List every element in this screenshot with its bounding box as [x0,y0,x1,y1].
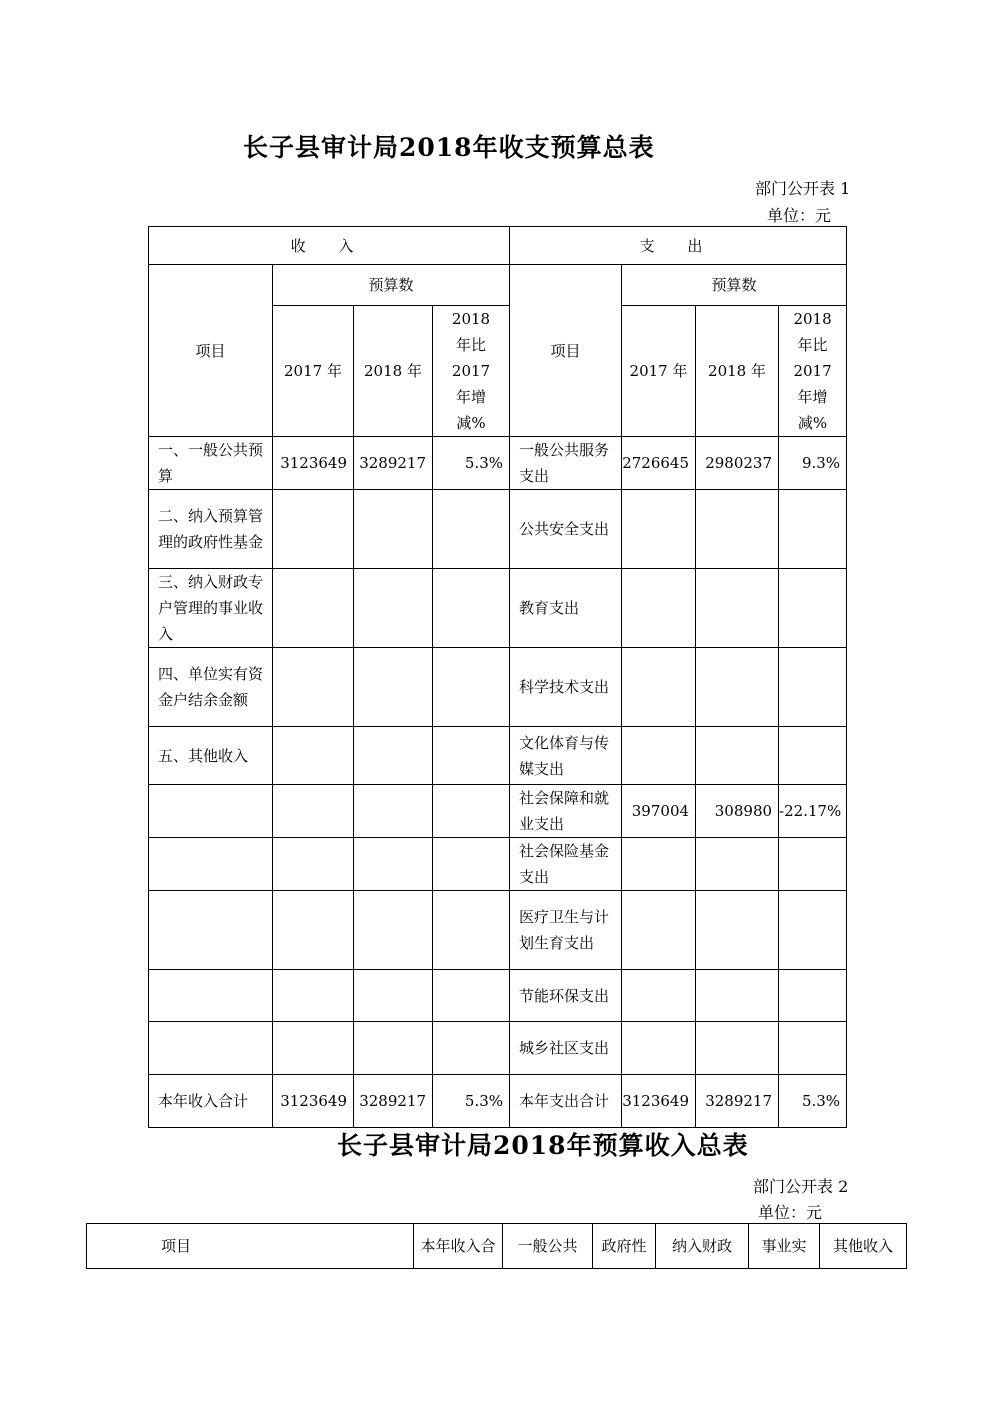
table-row [149,1022,847,1075]
income-item: 三、纳入财政专户管理的事业收入 [149,569,273,648]
column-header-government-fund: 政府性 [593,1224,656,1269]
income-item [149,970,273,1022]
expense-2018-value [696,838,779,891]
expense-2018-value [696,490,779,569]
income-2017-value [273,648,354,727]
income-item: 一、一般公共预算 [149,437,273,490]
income-2017-value [273,891,354,970]
income-change-value [433,1022,510,1075]
table2-unit: 单位：元 [758,1203,823,1222]
expense-change-value [779,1022,847,1075]
expense-item-header: 项目 [510,265,622,437]
income-2018-value [354,569,433,648]
income-item [149,838,273,891]
expense-2017-value [622,569,696,648]
expense-2018-value [696,891,779,970]
expense-total-2018: 3289217 [696,1075,779,1128]
expense-2018-value: 2980237 [696,437,779,490]
income-change-value [433,838,510,891]
expense-total-change: 5.3% [779,1075,847,1128]
table-row [149,785,847,838]
total-row [149,1075,847,1128]
income-2017-value: 3123649 [273,437,354,490]
income-2018-value [354,648,433,727]
expense-2017-value [622,970,696,1022]
expense-budget-header: 预算数 [622,265,847,306]
income-change-value [433,785,510,838]
column-header-item: 项目 [87,1224,414,1269]
expense-item: 社会保险基金支出 [510,838,622,891]
expense-2017-header: 2017 年 [622,306,696,437]
column-header-other-income: 其他收入 [820,1224,907,1269]
expense-2017-value: 397004 [622,785,696,838]
expense-change-value: 9.3% [779,437,847,490]
expense-2017-value [622,490,696,569]
income-header: 收 入 [149,227,510,265]
table1-form-label: 部门公开表 1 [755,179,851,198]
income-change-value [433,490,510,569]
income-total-2017: 3123649 [273,1075,354,1128]
expense-item: 一般公共服务支出 [510,437,622,490]
income-2018-value [354,490,433,569]
income-item [149,785,273,838]
table-row [149,490,847,569]
expense-2018-value: 308980 [696,785,779,838]
expense-item: 科学技术支出 [510,648,622,727]
table-row [149,648,847,727]
expense-2017-value [622,1022,696,1075]
expense-change-header: 2018 年比 2017 年增减% [779,306,847,437]
expense-total-label: 本年支出合计 [510,1075,622,1128]
budget-summary-table [148,226,847,1128]
income-item-header: 项目 [149,265,273,437]
expense-2018-header: 2018 年 [696,306,779,437]
expense-item: 城乡社区支出 [510,1022,622,1075]
income-change-value [433,569,510,648]
table2-title: 长子县审计局2018年预算收入总表 [337,1131,749,1160]
expense-2018-value [696,970,779,1022]
income-2018-header: 2018 年 [354,306,433,437]
expense-change-value [779,648,847,727]
table1-title: 长子县审计局2018年收支预算总表 [243,133,655,162]
income-summary-table [86,1223,907,1269]
expense-change-value [779,569,847,648]
income-2018-value [354,970,433,1022]
expense-2018-value [696,569,779,648]
expense-2017-value [622,648,696,727]
income-item [149,891,273,970]
income-budget-header: 预算数 [273,265,510,306]
expense-change-value [779,970,847,1022]
expense-2017-value [622,891,696,970]
expense-total-2017: 3123649 [622,1075,696,1128]
column-header-fiscal-account: 纳入财政 [656,1224,749,1269]
expense-2018-value [696,1022,779,1075]
income-2017-value [273,490,354,569]
expense-change-value [779,727,847,785]
income-2017-value [273,569,354,648]
expense-item: 医疗卫生与计划生育支出 [510,891,622,970]
expense-change-value [779,490,847,569]
column-header-total-income: 本年收入合 [414,1224,503,1269]
table2-form-label: 部门公开表 2 [753,1177,849,1196]
income-total-label: 本年收入合计 [149,1075,273,1128]
expense-change-value [779,891,847,970]
income-2018-value: 3289217 [354,437,433,490]
expense-item: 文化体育与传媒支出 [510,727,622,785]
income-2017-value [273,727,354,785]
income-2018-value [354,785,433,838]
table-row [149,891,847,970]
expense-2018-value [696,727,779,785]
income-item: 二、纳入预算管理的政府性基金 [149,490,273,569]
income-change-value: 5.3% [433,437,510,490]
income-item [149,1022,273,1075]
expense-2018-value [696,648,779,727]
income-change-value [433,727,510,785]
income-2017-value [273,1022,354,1075]
income-change-value [433,970,510,1022]
income-item: 五、其他收入 [149,727,273,785]
expense-item: 公共安全支出 [510,490,622,569]
expense-2017-value [622,727,696,785]
column-header-business: 事业实 [749,1224,820,1269]
expense-item: 社会保障和就业支出 [510,785,622,838]
table-row [149,727,847,785]
income-2018-value [354,891,433,970]
table1-unit: 单位：元 [767,206,832,225]
expense-header: 支 出 [510,227,847,265]
income-item: 四、单位实有资金户结余金额 [149,648,273,727]
table-row [149,437,847,490]
income-2018-value [354,727,433,785]
table-row [149,569,847,648]
table-row [149,838,847,891]
expense-2017-value: 2726645 [622,437,696,490]
income-total-2018: 3289217 [354,1075,433,1128]
income-change-header: 2018 年比 2017 年增减% [433,306,510,437]
income-2017-header: 2017 年 [273,306,354,437]
expense-change-value [779,838,847,891]
income-total-change: 5.3% [433,1075,510,1128]
expense-2017-value [622,838,696,891]
income-2017-value [273,838,354,891]
expense-item: 教育支出 [510,569,622,648]
income-2018-value [354,838,433,891]
income-change-value [433,891,510,970]
expense-item: 节能环保支出 [510,970,622,1022]
table-row [149,970,847,1022]
income-2017-value [273,970,354,1022]
expense-change-value: -22.17% [779,785,847,838]
column-header-general-public: 一般公共 [503,1224,593,1269]
income-change-value [433,648,510,727]
income-2017-value [273,785,354,838]
income-2018-value [354,1022,433,1075]
